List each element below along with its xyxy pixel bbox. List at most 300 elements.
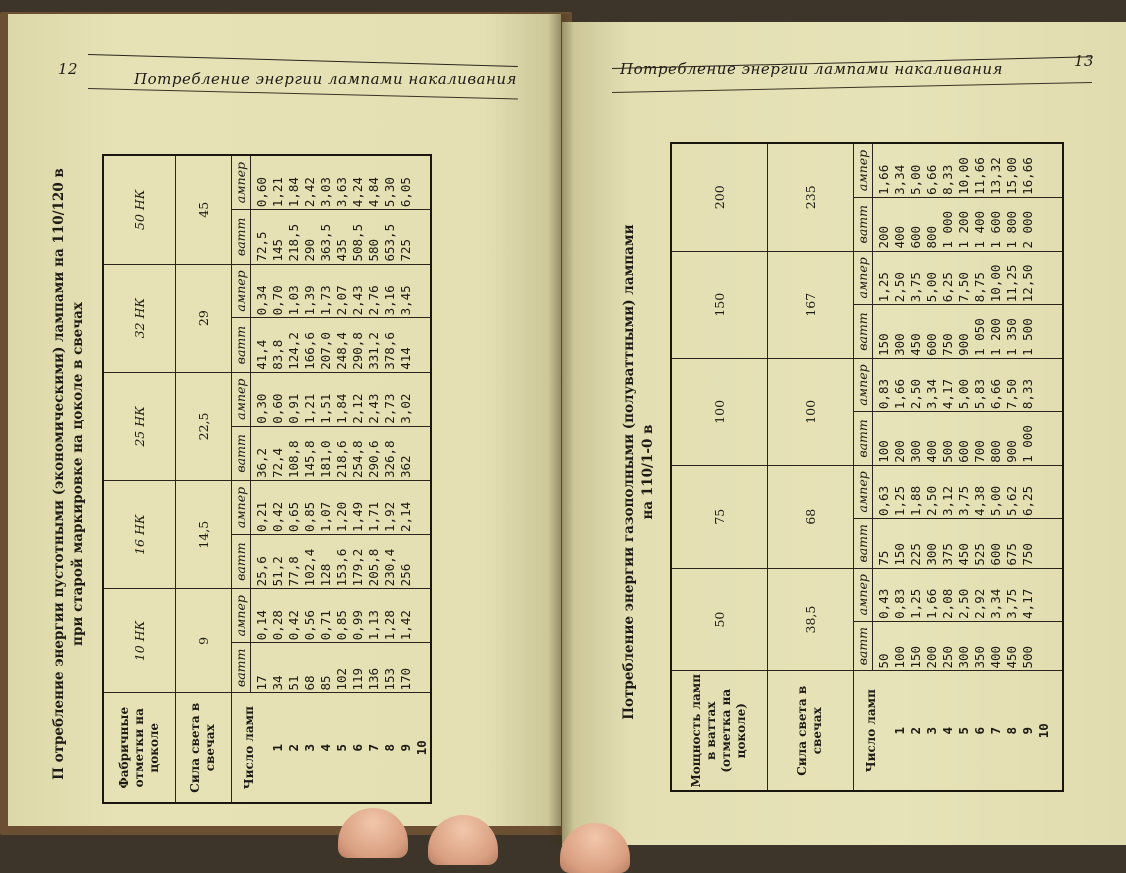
- table-cell-value: 1,66: [891, 379, 907, 410]
- table-cell-value: 700: [971, 440, 987, 463]
- left-candles-3: 29: [175, 264, 231, 372]
- table-cell-value: 36,2: [253, 447, 269, 479]
- table-cell-value: 4,84: [365, 177, 381, 208]
- table-cell-value: 1,25: [875, 272, 891, 303]
- right-header-rule-bottom: [612, 82, 1092, 93]
- column-subheader: ампер: [232, 373, 251, 426]
- right-candles-4: 235: [767, 143, 853, 251]
- left-count-5: 5: [333, 743, 349, 752]
- table-cell-value: 12,50: [1019, 264, 1035, 303]
- table-cell-value: 0,70: [269, 285, 285, 316]
- table-cell-value: 500: [939, 440, 955, 463]
- column-subheader: ампер: [854, 359, 873, 411]
- left-candles-0: 9: [175, 589, 231, 693]
- table-cell-value: 225: [907, 543, 923, 566]
- table-cell-value: 0,42: [269, 501, 285, 532]
- table-cell-value: 1,07: [317, 501, 333, 532]
- table-cell-value: 1,28: [381, 610, 397, 641]
- right-energy-table: [670, 142, 1064, 792]
- table-cell-value: 85: [317, 675, 333, 691]
- table-cell-value: 1 200: [955, 210, 971, 249]
- left-label-count: Число ламп: [241, 706, 256, 790]
- table-cell-value: 4,24: [349, 177, 365, 208]
- table-cell-value: 1,66: [923, 588, 939, 619]
- table-cell-value: 75: [875, 550, 891, 566]
- table-cell-value: 0,56: [301, 610, 317, 641]
- table-cell-value: 300: [955, 645, 971, 669]
- table-cell-value: 1 500: [1019, 318, 1035, 356]
- right-count-7: 7: [987, 726, 1003, 735]
- table-cell-value: 102: [333, 667, 349, 691]
- table-cell-value: 3,75: [955, 485, 971, 516]
- table-cell-value: 0,60: [253, 177, 269, 208]
- table-cell-value: 1 600: [987, 210, 1003, 249]
- table-cell-value: 4,17: [939, 379, 955, 410]
- table-cell-value: 51,2: [269, 556, 285, 587]
- right-power-1: 75: [671, 465, 767, 568]
- table-cell-value: 331,2: [365, 332, 381, 370]
- right-caption-line-2: на 110/1-0 в: [640, 424, 656, 520]
- table-cell-value: 1 000: [1019, 425, 1035, 463]
- column-subheader: ватт: [232, 318, 251, 371]
- table-cell-value: 1,25: [907, 588, 923, 619]
- table-cell-value: 3,02: [397, 393, 413, 424]
- table-cell-value: 1,88: [907, 485, 923, 516]
- table-cell-value: 5,83: [971, 379, 987, 410]
- table-cell-value: 2,50: [955, 588, 971, 619]
- table-cell-value: 6,66: [923, 164, 939, 195]
- table-cell-value: 170: [397, 667, 413, 691]
- table-cell-value: 2,76: [365, 285, 381, 316]
- left-mark-2: 25 НК: [103, 372, 175, 480]
- right-label-count-cell: [853, 671, 1063, 791]
- table-cell-value: 256: [397, 563, 413, 587]
- table-cell-value: 34: [269, 675, 285, 691]
- book-spine: [548, 14, 574, 844]
- table-cell-value: 3,16: [381, 285, 397, 316]
- left-col: [231, 534, 431, 588]
- table-cell-value: 900: [1003, 440, 1019, 463]
- right-col: [853, 568, 1063, 621]
- table-cell-value: 11,25: [1003, 264, 1019, 303]
- table-cell-value: 0,83: [875, 379, 891, 410]
- right-label-power: Мощность ламп в ваттах (отметка на цоколе): [671, 671, 767, 791]
- right-power-2: 100: [671, 358, 767, 465]
- table-cell-value: 145,8: [301, 440, 317, 479]
- left-candles-4: 45: [175, 155, 231, 264]
- table-cell-value: 0,21: [253, 501, 269, 532]
- table-cell-value: 150: [907, 645, 923, 669]
- table-cell-value: 153,6: [333, 548, 349, 587]
- right-candles-0: 38,5: [767, 568, 853, 671]
- left-count-8: 8: [381, 743, 397, 752]
- right-count-6: 6: [971, 726, 987, 735]
- table-cell-value: 300: [891, 333, 907, 356]
- table-cell-value: 2,43: [349, 285, 365, 316]
- table-cell-value: 400: [987, 645, 1003, 669]
- table-cell-value: 1,84: [285, 177, 301, 208]
- table-cell-value: 1,49: [349, 501, 365, 532]
- column-subheader: ампер: [854, 466, 873, 518]
- left-count-6: 6: [349, 743, 365, 752]
- table-cell-value: 414: [397, 347, 413, 370]
- table-cell-value: 580: [365, 238, 381, 262]
- table-cell-value: 653,5: [381, 223, 397, 262]
- table-cell-value: 350: [971, 645, 987, 669]
- column-subheader: ватт: [854, 305, 873, 358]
- table-cell-value: 124,2: [285, 332, 301, 370]
- table-cell-value: 326,8: [381, 440, 397, 479]
- table-cell-value: 5,00: [987, 485, 1003, 516]
- right-col: [853, 197, 1063, 251]
- table-cell-value: 800: [987, 440, 1003, 463]
- table-cell-value: 3,34: [987, 588, 1003, 619]
- table-cell-value: 51: [285, 675, 301, 691]
- right-col: [853, 305, 1063, 359]
- column-subheader: ватт: [854, 519, 873, 568]
- left-mark-0: 10 НК: [103, 589, 175, 693]
- right-label-candles: Сила света в свечах: [767, 671, 853, 791]
- table-cell-value: 1 050: [971, 318, 987, 356]
- column-subheader: ватт: [854, 622, 873, 671]
- table-cell-value: 8,33: [939, 164, 955, 195]
- table-cell-value: 600: [907, 225, 923, 249]
- table-cell-value: 900: [955, 333, 971, 356]
- right-count-8: 8: [1003, 726, 1019, 735]
- table-cell-value: 179,2: [349, 548, 365, 587]
- table-cell-value: 2,50: [907, 379, 923, 410]
- table-cell-value: 15,00: [1003, 157, 1019, 195]
- right-count-5: 5: [955, 726, 971, 735]
- table-cell-value: 2,50: [891, 272, 907, 303]
- table-cell-value: 3,45: [397, 285, 413, 316]
- table-cell-value: 3,75: [907, 272, 923, 303]
- table-cell-value: 450: [955, 543, 971, 566]
- table-cell-value: 1 200: [987, 318, 1003, 356]
- table-cell-value: 3,63: [333, 177, 349, 208]
- table-cell-value: 1,25: [891, 485, 907, 516]
- table-cell-value: 0,85: [301, 501, 317, 532]
- table-cell-value: 250: [939, 645, 955, 669]
- column-subheader: ампер: [232, 589, 251, 642]
- table-cell-value: 1,51: [317, 393, 333, 424]
- right-candles-2: 100: [767, 358, 853, 465]
- left-header-rule-top: [88, 54, 518, 67]
- left-lamp-counts: [267, 696, 430, 801]
- table-cell-value: 150: [875, 333, 891, 356]
- right-col: [853, 519, 1063, 569]
- right-count-9: 9: [1019, 726, 1035, 735]
- table-cell-value: 218,5: [285, 223, 301, 262]
- table-cell-value: 2 000: [1019, 210, 1035, 249]
- table-cell-value: 5,00: [907, 164, 923, 195]
- table-cell-value: 68: [301, 675, 317, 691]
- table-cell-value: 400: [923, 440, 939, 463]
- table-cell-value: 300: [907, 440, 923, 463]
- table-cell-value: 2,14: [397, 501, 413, 532]
- table-cell-value: 166,6: [301, 332, 317, 370]
- table-cell-value: 500: [1019, 645, 1035, 669]
- right-col: [853, 251, 1063, 305]
- right-col: [853, 412, 1063, 466]
- left-page-number: 12: [58, 60, 79, 78]
- table-cell-value: 8,75: [971, 272, 987, 303]
- table-cell-value: 450: [1003, 645, 1019, 669]
- table-cell-value: 77,8: [285, 556, 301, 587]
- table-cell-value: 50: [875, 653, 891, 669]
- right-candles-1: 68: [767, 465, 853, 568]
- right-lamp-counts: [889, 674, 1052, 789]
- table-cell-value: 248,4: [333, 332, 349, 370]
- table-cell-value: 1 350: [1003, 318, 1019, 356]
- left-count-7: 7: [365, 743, 381, 752]
- table-cell-value: 435: [333, 238, 349, 262]
- right-table-caption: [620, 152, 658, 792]
- table-cell-value: 362: [397, 455, 413, 479]
- table-cell-value: 6,66: [987, 379, 1003, 410]
- table-cell-value: 200: [875, 225, 891, 249]
- table-cell-value: 100: [875, 440, 891, 463]
- left-label-marks: Фабричные отметки на цоколе: [103, 693, 175, 803]
- table-cell-value: 1,84: [333, 393, 349, 424]
- table-cell-value: 72,5: [253, 231, 269, 262]
- table-cell-value: 0,91: [285, 393, 301, 424]
- table-cell-value: 0,42: [285, 610, 301, 641]
- table-cell-value: 200: [923, 645, 939, 669]
- table-cell-value: 0,71: [317, 610, 333, 641]
- table-cell-value: 5,00: [923, 272, 939, 303]
- table-cell-value: 1,39: [301, 285, 317, 316]
- table-cell-value: 2,50: [923, 485, 939, 516]
- left-caption-line-2: при старой маркировке на цоколе в свечах: [70, 302, 86, 646]
- left-col: [231, 210, 431, 264]
- table-cell-value: 290: [301, 238, 317, 262]
- left-label-count-cell: [231, 693, 431, 803]
- table-cell-value: 0,99: [349, 610, 365, 641]
- table-cell-value: 2,08: [939, 588, 955, 619]
- column-subheader: ватт: [854, 412, 873, 465]
- table-cell-value: 4,17: [1019, 588, 1035, 619]
- table-cell-value: 0,60: [269, 393, 285, 424]
- table-cell-value: 1,92: [381, 501, 397, 532]
- table-cell-value: 290,8: [349, 332, 365, 370]
- right-count-1: 1: [891, 726, 907, 735]
- column-subheader: ватт: [232, 210, 251, 263]
- column-subheader: ватт: [854, 198, 873, 251]
- left-count-9: 9: [397, 743, 413, 752]
- table-cell-value: 230,4: [381, 548, 397, 587]
- right-col: [853, 143, 1063, 197]
- left-page-header: Потребление энергии лампами накаливания: [134, 70, 517, 88]
- table-cell-value: 4,38: [971, 485, 987, 516]
- table-cell-value: 2,42: [301, 177, 317, 208]
- left-header-rule-bottom: [88, 88, 518, 100]
- right-count-3: 3: [923, 726, 939, 735]
- column-subheader: ампер: [232, 265, 251, 318]
- left-col: [231, 155, 431, 210]
- right-caption-line-1: Потребление энергии газополными (полуваттными) лампами: [621, 224, 637, 720]
- table-cell-value: 0,43: [875, 588, 891, 619]
- table-cell-value: 11,66: [971, 157, 987, 195]
- left-col: [231, 589, 431, 643]
- table-cell-value: 205,8: [365, 548, 381, 587]
- table-cell-value: 218,6: [333, 440, 349, 479]
- table-cell-value: 2,07: [333, 285, 349, 316]
- right-power-0: 50: [671, 568, 767, 671]
- table-cell-value: 7,50: [1003, 379, 1019, 410]
- table-cell-value: 0,28: [269, 610, 285, 641]
- table-cell-value: 200: [891, 440, 907, 463]
- table-cell-value: 800: [923, 225, 939, 249]
- table-cell-value: 5,00: [955, 379, 971, 410]
- left-rotated-block: [50, 144, 432, 804]
- table-cell-value: 2,92: [971, 588, 987, 619]
- table-cell-value: 0,63: [875, 485, 891, 516]
- right-page-header: Потребление энергии лампами накаливания: [620, 60, 1003, 78]
- table-cell-value: 150: [891, 543, 907, 566]
- right-count-2: 2: [907, 726, 923, 735]
- table-cell-value: 3,75: [1003, 588, 1019, 619]
- table-cell-value: 600: [987, 543, 1003, 566]
- column-subheader: ватт: [232, 535, 251, 588]
- table-cell-value: 5,30: [381, 177, 397, 208]
- table-cell-value: 375: [939, 543, 955, 566]
- table-cell-value: 1 400: [971, 210, 987, 249]
- right-col: [853, 358, 1063, 411]
- right-power-4: 200: [671, 143, 767, 251]
- table-cell-value: 0,83: [891, 588, 907, 619]
- right-label-count: Число ламп: [863, 689, 878, 773]
- right-count-10: 10: [1035, 723, 1051, 739]
- left-page: [8, 14, 561, 826]
- table-cell-value: 6,25: [939, 272, 955, 303]
- table-cell-value: 1,20: [333, 501, 349, 532]
- table-cell-value: 2,12: [349, 393, 365, 424]
- table-cell-value: 0,65: [285, 501, 301, 532]
- table-cell-value: 72,4: [269, 447, 285, 479]
- table-cell-value: 1,71: [365, 501, 381, 532]
- table-cell-value: 100: [891, 645, 907, 669]
- table-cell-value: 2,43: [365, 393, 381, 424]
- table-cell-value: 525: [971, 543, 987, 566]
- table-cell-value: 1,21: [301, 393, 317, 424]
- column-subheader: ампер: [232, 481, 251, 534]
- left-mark-1: 16 НК: [103, 481, 175, 589]
- table-cell-value: 750: [1019, 543, 1035, 566]
- left-count-10: 10: [413, 740, 429, 756]
- table-cell-value: 290,6: [365, 440, 381, 479]
- table-cell-value: 1 800: [1003, 210, 1019, 249]
- table-cell-value: 6,05: [397, 177, 413, 208]
- left-count-2: 2: [285, 743, 301, 752]
- table-cell-value: 300: [923, 543, 939, 566]
- left-table-caption: [50, 144, 88, 804]
- table-cell-value: 108,8: [285, 440, 301, 479]
- table-cell-value: 41,4: [253, 339, 269, 370]
- table-cell-value: 600: [955, 440, 971, 463]
- column-subheader: ампер: [854, 144, 873, 197]
- column-subheader: ватт: [232, 643, 251, 692]
- right-col: [853, 621, 1063, 671]
- table-cell-value: 3,34: [891, 164, 907, 195]
- left-mark-3: 32 НК: [103, 264, 175, 372]
- table-cell-value: 10,00: [987, 264, 1003, 303]
- left-col: [231, 264, 431, 318]
- table-cell-value: 3,12: [939, 485, 955, 516]
- table-cell-value: 25,6: [253, 556, 269, 587]
- column-subheader: ампер: [854, 569, 873, 621]
- table-cell-value: 400: [891, 225, 907, 249]
- table-cell-value: 1,13: [365, 610, 381, 641]
- table-cell-value: 7,50: [955, 272, 971, 303]
- column-subheader: ватт: [232, 427, 251, 480]
- table-cell-value: 207,0: [317, 332, 333, 370]
- right-count-4: 4: [939, 726, 955, 735]
- table-cell-value: 0,30: [253, 393, 269, 424]
- table-cell-value: 675: [1003, 543, 1019, 566]
- table-cell-value: 254,8: [349, 440, 365, 479]
- table-cell-value: 83,8: [269, 339, 285, 370]
- left-count-1: 1: [269, 743, 285, 752]
- left-count-3: 3: [301, 743, 317, 752]
- left-col: [231, 481, 431, 535]
- table-cell-value: 181,0: [317, 440, 333, 479]
- table-cell-value: 1,73: [317, 285, 333, 316]
- table-cell-value: 13,32: [987, 157, 1003, 195]
- table-cell-value: 10,00: [955, 157, 971, 195]
- right-candles-3: 167: [767, 251, 853, 358]
- table-cell-value: 363,5: [317, 223, 333, 262]
- table-cell-value: 145: [269, 238, 285, 262]
- left-label-candles: Сила света в свечах: [175, 693, 231, 803]
- table-cell-value: 600: [923, 333, 939, 356]
- table-cell-value: 450: [907, 333, 923, 356]
- right-power-3: 150: [671, 251, 767, 358]
- table-cell-value: 1,21: [269, 177, 285, 208]
- table-cell-value: 16,66: [1019, 157, 1035, 195]
- table-cell-value: 6,25: [1019, 485, 1035, 516]
- left-col: [231, 318, 431, 372]
- table-cell-value: 17: [253, 675, 269, 691]
- right-col: [853, 465, 1063, 518]
- left-energy-table: [102, 154, 432, 804]
- table-cell-value: 0,85: [333, 610, 349, 641]
- right-page: [562, 22, 1126, 845]
- column-subheader: ампер: [854, 252, 873, 305]
- table-cell-value: 8,33: [1019, 379, 1035, 410]
- right-rotated-block: [620, 142, 1064, 792]
- right-page-number: 13: [1074, 52, 1095, 70]
- table-cell-value: 153: [381, 667, 397, 691]
- left-col: [231, 643, 431, 693]
- left-mark-4: 50 НК: [103, 155, 175, 264]
- left-count-4: 4: [317, 743, 333, 752]
- table-cell-value: 1,66: [875, 164, 891, 195]
- table-cell-value: 0,14: [253, 610, 269, 641]
- table-cell-value: 1 000: [939, 210, 955, 249]
- table-cell-value: 3,03: [317, 177, 333, 208]
- table-cell-value: 5,62: [1003, 485, 1019, 516]
- left-col: [231, 372, 431, 426]
- table-cell-value: 1,42: [397, 610, 413, 641]
- table-cell-value: 119: [349, 667, 365, 691]
- left-col: [231, 426, 431, 480]
- table-cell-value: 378,6: [381, 332, 397, 370]
- column-subheader: ампер: [232, 156, 251, 209]
- table-cell-value: 136: [365, 667, 381, 691]
- table-cell-value: 725: [397, 238, 413, 262]
- table-cell-value: 102,4: [301, 548, 317, 587]
